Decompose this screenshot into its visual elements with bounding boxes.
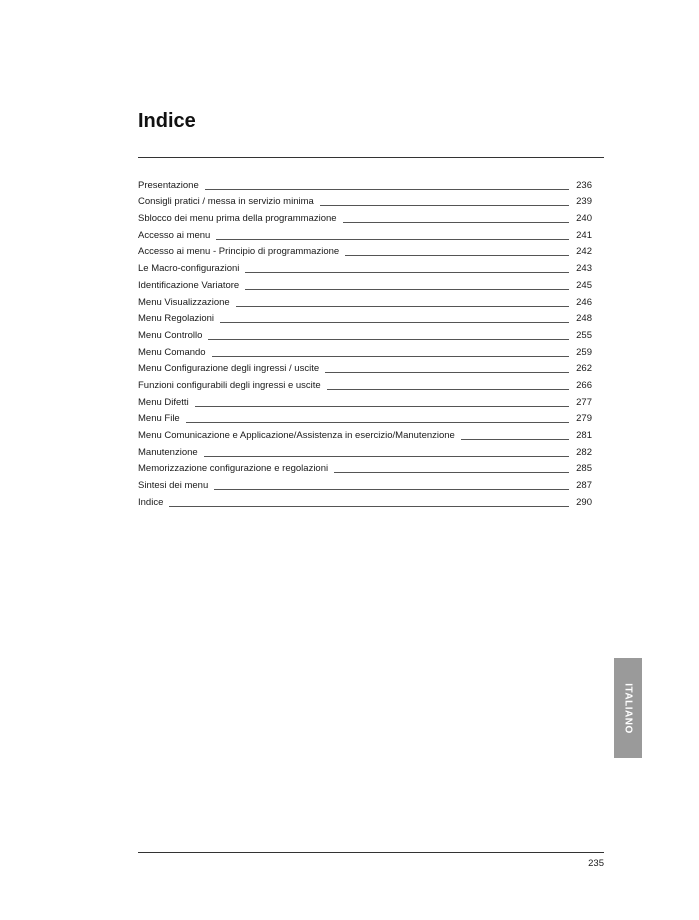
toc-entry-label: Manutenzione: [138, 446, 198, 458]
toc-entry-label: Funzioni configurabili degli ingressi e uscite: [138, 379, 321, 391]
toc-leader-line: [343, 222, 569, 223]
toc-entry[interactable]: [138, 275, 592, 292]
toc-leader-line: [220, 322, 569, 323]
toc-entry-label: Menu File: [138, 413, 180, 425]
toc-entry[interactable]: [138, 325, 592, 342]
toc-entry[interactable]: [138, 359, 592, 376]
toc-entry-page: 266: [576, 379, 592, 391]
toc-entry-page: 240: [576, 213, 592, 225]
toc-entry-page: 287: [576, 480, 592, 492]
toc-entry[interactable]: [138, 175, 592, 192]
toc-entry-page: 282: [576, 446, 592, 458]
toc-entry[interactable]: [138, 258, 592, 275]
toc-entry[interactable]: [138, 425, 592, 442]
toc-entry[interactable]: [138, 459, 592, 476]
toc-leader-line: [214, 489, 569, 490]
toc-entry-page: 245: [576, 279, 592, 291]
toc-entry[interactable]: [138, 475, 592, 492]
toc-entry[interactable]: [138, 392, 592, 409]
toc-leader-line: [195, 406, 569, 407]
toc-entry-label: Menu Visualizzazione: [138, 296, 230, 308]
toc-leader-line: [245, 272, 569, 273]
toc-entry[interactable]: [138, 225, 592, 242]
toc-entry-page: 285: [576, 463, 592, 475]
toc-leader-line: [204, 456, 569, 457]
toc-entry-label: Menu Regolazioni: [138, 313, 215, 325]
toc-entry-page: 241: [576, 229, 592, 241]
toc-entry[interactable]: [138, 208, 592, 225]
toc-entry-label: Menu Comunicazione e Applicazione/Assistenza in esercizio/Manutenzione: [138, 430, 455, 441]
title-divider: [138, 157, 604, 158]
toc-leader-line: [325, 372, 569, 373]
toc-entry-label: Sblocco dei menu prima della programmazione: [138, 213, 337, 225]
toc-entry-label: Le Macro-configurazioni: [138, 263, 240, 275]
toc-entry[interactable]: [138, 242, 592, 259]
toc-entry[interactable]: [138, 292, 592, 309]
toc-entry-page: 236: [576, 179, 592, 191]
footer-divider: [138, 852, 604, 853]
table-of-contents: [138, 175, 592, 509]
toc-leader-line: [327, 389, 569, 390]
toc-entry[interactable]: [138, 192, 592, 209]
toc-leader-line: [169, 506, 569, 507]
toc-entry-page: 281: [576, 430, 592, 441]
toc-entry-page: 239: [576, 196, 592, 208]
toc-entry[interactable]: [138, 492, 592, 509]
toc-entry-label: Menu Configurazione degli ingressi / uscite: [138, 363, 320, 375]
toc-entry-page: 277: [576, 396, 592, 408]
page-title: Indice: [138, 110, 196, 132]
language-tab-label: ITALIANO: [622, 682, 634, 734]
toc-entry-label: Menu Difetti: [138, 396, 189, 408]
toc-entry-page: 242: [576, 246, 592, 258]
toc-leader-line: [216, 239, 569, 240]
toc-entry-label: Menu Controllo: [138, 329, 203, 341]
page-number: 235: [588, 858, 604, 869]
toc-leader-line: [236, 306, 569, 307]
language-tab: [614, 658, 642, 758]
toc-leader-line: [334, 472, 569, 473]
toc-entry-page: 262: [576, 363, 592, 375]
toc-entry-label: Accesso ai menu - Principio di programmazione: [138, 246, 340, 258]
toc-entry-label: Indice: [138, 496, 164, 508]
toc-entry-label: Presentazione: [138, 179, 199, 191]
toc-leader-line: [461, 439, 569, 440]
toc-entry-label: Sintesi dei menu: [138, 480, 209, 492]
toc-entry-page: 279: [576, 413, 592, 425]
toc-entry-page: 259: [576, 346, 592, 358]
toc-entry-page: 290: [576, 496, 592, 508]
toc-entry-label: Consigli pratici / messa in servizio minima: [138, 196, 314, 208]
toc-entry[interactable]: [138, 375, 592, 392]
toc-leader-line: [320, 205, 569, 206]
toc-entry-page: 248: [576, 313, 592, 325]
toc-leader-line: [205, 189, 569, 190]
toc-entry[interactable]: [138, 309, 592, 326]
toc-entry-label: Identificazione Variatore: [138, 279, 240, 291]
toc-entry-page: 255: [576, 329, 592, 341]
toc-entry[interactable]: [138, 409, 592, 426]
toc-entry-page: 246: [576, 296, 592, 308]
toc-entry-label: Menu Comando: [138, 346, 206, 358]
toc-entry[interactable]: [138, 442, 592, 459]
toc-leader-line: [186, 422, 569, 423]
toc-entry-label: Accesso ai menu: [138, 229, 211, 241]
toc-entry-label: Memorizzazione configurazione e regolazioni: [138, 463, 329, 475]
toc-leader-line: [212, 356, 569, 357]
toc-entry-page: 243: [576, 263, 592, 275]
toc-leader-line: [345, 255, 569, 256]
toc-leader-line: [245, 289, 569, 290]
toc-leader-line: [208, 339, 569, 340]
toc-entry[interactable]: [138, 342, 592, 359]
